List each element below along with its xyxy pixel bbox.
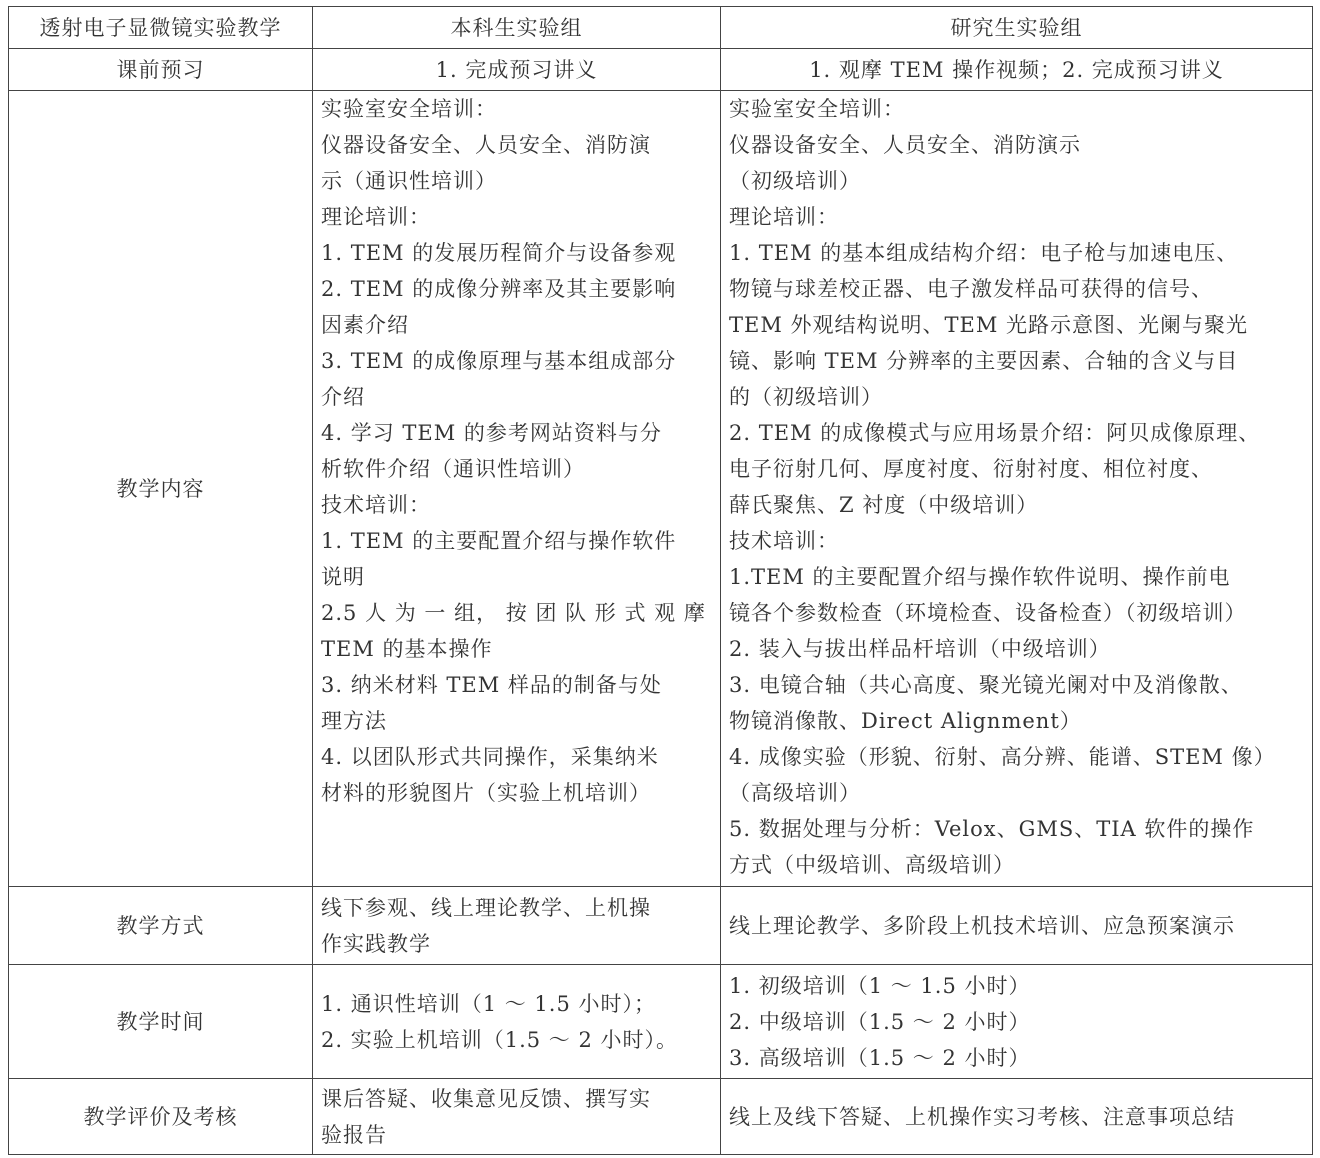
cell-line: 物镜与球差校正器、电子激发样品可获得的信号、 bbox=[729, 277, 1213, 301]
content-undergraduate-cell bbox=[313, 91, 721, 887]
cell-line: 3. TEM 的成像原理与基本组成部分 bbox=[321, 349, 677, 373]
cell-line: TEM 的基本操作 bbox=[321, 637, 493, 661]
cell-line: （高级培训） bbox=[729, 781, 861, 805]
cell-line: 介绍 bbox=[321, 385, 365, 409]
cell-line: 1. TEM 的基本组成结构介绍：电子枪与加速电压、 bbox=[729, 241, 1239, 265]
cell-line: 薛氏聚焦、Z 衬度（中级培训） bbox=[729, 493, 1039, 517]
cell-line: 2. 装入与拔出样品杆培训（中级培训） bbox=[729, 637, 1111, 661]
cell-line: 2.5 人 为 一 组， 按 团 队 形 式 观 摩 bbox=[321, 601, 706, 625]
cell-line: 4. 成像实验（形貌、衍射、高分辨、能谱、STEM 像） bbox=[729, 745, 1276, 769]
cell-line: 1. 观摩 TEM 操作视频；2. 完成预习讲义 bbox=[809, 57, 1224, 82]
header-topic: 透射电子显微镜实验教学 bbox=[9, 7, 313, 49]
header-graduate: 研究生实验组 bbox=[721, 7, 1313, 49]
cell-line: 析软件介绍（通识性培训） bbox=[321, 457, 585, 481]
table-row bbox=[9, 91, 1313, 887]
cell-line: 理论培训： bbox=[321, 205, 431, 229]
row-label-method: 教学方式 bbox=[9, 887, 313, 965]
cell-line: 物镜消像散、Direct Alignment） bbox=[729, 709, 1082, 733]
cell-line: 线下参观、线上理论教学、上机操 bbox=[321, 895, 651, 920]
table-row bbox=[9, 49, 1313, 91]
cell-line: 因素介绍 bbox=[321, 313, 409, 337]
cell-line: 理论培训： bbox=[729, 205, 839, 229]
cell-line: 4. 以团队形式共同操作，采集纳米 bbox=[321, 745, 659, 769]
cell-line: 理方法 bbox=[321, 709, 387, 733]
content-graduate-cell bbox=[721, 91, 1313, 887]
cell-line: 1. 完成预习讲义 bbox=[435, 57, 598, 82]
cell-line: 1. 通识性培训（1 ～ 1.5 小时）； bbox=[321, 991, 656, 1016]
cell-line: 4. 学习 TEM 的参考网站资料与分 bbox=[321, 421, 662, 445]
cell-line: 3. 纳米材料 TEM 样品的制备与处 bbox=[321, 673, 662, 697]
cell-line: 作实践教学 bbox=[321, 931, 431, 956]
cell-line: 技术培训： bbox=[321, 493, 431, 517]
preview-graduate-cell bbox=[721, 49, 1313, 91]
teaching-plan-table bbox=[8, 6, 1313, 1155]
method-undergraduate-cell bbox=[313, 887, 721, 965]
cell-line: TEM 外观结构说明、TEM 光路示意图、光阑与聚光 bbox=[729, 313, 1249, 337]
cell-line: （初级培训） bbox=[729, 169, 861, 193]
time-graduate-cell bbox=[721, 965, 1313, 1079]
cell-line: 仪器设备安全、人员安全、消防演 bbox=[321, 133, 651, 157]
cell-line: 实验室安全培训： bbox=[321, 97, 497, 121]
cell-line: 材料的形貌图片（实验上机培训） bbox=[321, 781, 651, 805]
table-row bbox=[9, 887, 1313, 965]
table-row bbox=[9, 1079, 1313, 1155]
cell-line: 1. TEM 的发展历程简介与设备参观 bbox=[321, 241, 677, 265]
cell-line: 仪器设备安全、人员安全、消防演示 bbox=[729, 133, 1081, 157]
cell-line: 实验室安全培训： bbox=[729, 97, 905, 121]
cell-line: 方式（中级培训、高级培训） bbox=[729, 853, 1015, 877]
evaluation-graduate-cell bbox=[721, 1079, 1313, 1155]
cell-line: 2. TEM 的成像模式与应用场景介绍：阿贝成像原理、 bbox=[729, 421, 1261, 445]
header-undergraduate: 本科生实验组 bbox=[313, 7, 721, 49]
row-label-preview: 课前预习 bbox=[9, 49, 313, 91]
cell-line: 1.TEM 的主要配置介绍与操作软件说明、操作前电 bbox=[729, 565, 1231, 589]
cell-line: 示（通识性培训） bbox=[321, 169, 497, 193]
header-row bbox=[9, 7, 1313, 49]
cell-line: 技术培训： bbox=[729, 529, 839, 553]
cell-line: 1. TEM 的主要配置介绍与操作软件 bbox=[321, 529, 677, 553]
cell-line: 说明 bbox=[321, 565, 365, 589]
cell-line: 镜、影响 TEM 分辨率的主要因素、合轴的含义与目 bbox=[729, 349, 1239, 373]
evaluation-undergraduate-cell bbox=[313, 1079, 721, 1155]
row-label-content: 教学内容 bbox=[9, 91, 313, 887]
cell-line: 电子衍射几何、厚度衬度、衍射衬度、相位衬度、 bbox=[729, 457, 1213, 481]
cell-line: 3. 电镜合轴（共心高度、聚光镜光阑对中及消像散、 bbox=[729, 673, 1243, 697]
cell-line: 3. 高级培训（1.5 ～ 2 小时） bbox=[729, 1045, 1031, 1070]
cell-line: 课后答疑、收集意见反馈、撰写实 bbox=[321, 1086, 651, 1111]
cell-line: 线上理论教学、多阶段上机技术培训、应急预案演示 bbox=[729, 913, 1235, 938]
cell-line: 2. TEM 的成像分辨率及其主要影响 bbox=[321, 277, 677, 301]
method-graduate-cell bbox=[721, 887, 1313, 965]
cell-line: 2. 实验上机培训（1.5 ～ 2 小时）。 bbox=[321, 1027, 678, 1052]
cell-line: 验报告 bbox=[321, 1122, 387, 1147]
cell-line: 2. 中级培训（1.5 ～ 2 小时） bbox=[729, 1009, 1031, 1034]
cell-line: 的（初级培训） bbox=[729, 385, 883, 409]
cell-line: 1. 初级培训（1 ～ 1.5 小时） bbox=[729, 973, 1031, 998]
table-row bbox=[9, 965, 1313, 1079]
row-label-evaluation: 教学评价及考核 bbox=[9, 1079, 313, 1155]
row-label-time: 教学时间 bbox=[9, 965, 313, 1079]
cell-line: 线上及线下答疑、上机操作实习考核、注意事项总结 bbox=[729, 1104, 1235, 1129]
time-undergraduate-cell bbox=[313, 965, 721, 1079]
cell-line: 镜各个参数检查（环境检查、设备检查）（初级培训） bbox=[729, 601, 1247, 625]
cell-line: 5. 数据处理与分析：Velox、GMS、TIA 软件的操作 bbox=[729, 817, 1255, 841]
preview-undergraduate-cell bbox=[313, 49, 721, 91]
